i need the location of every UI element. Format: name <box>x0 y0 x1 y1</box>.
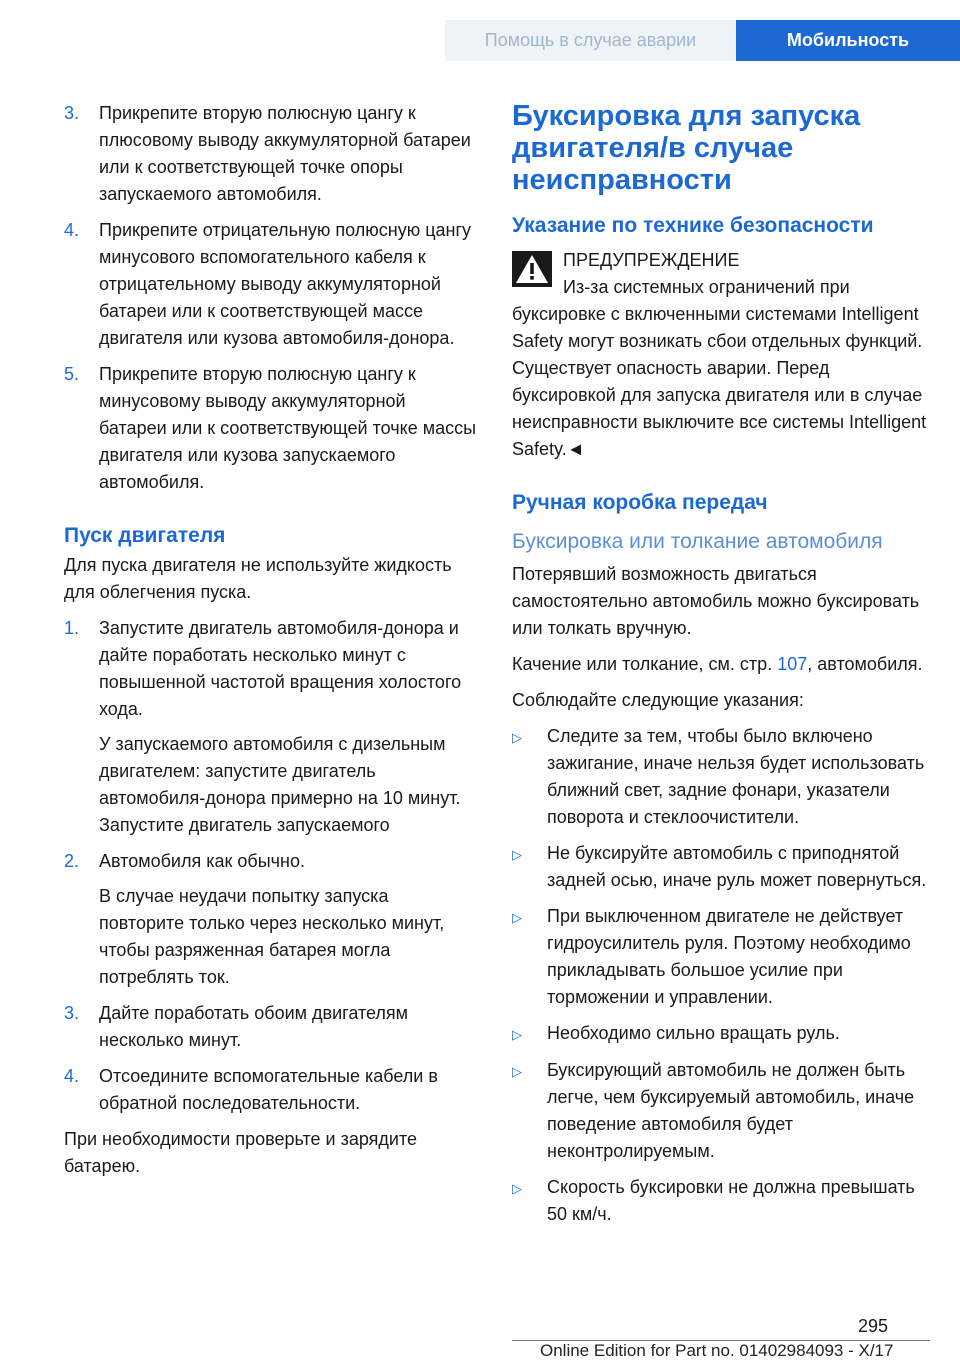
step-text: Отсоедините вспомогательные кабели в обратной последовательности. <box>99 1066 438 1113</box>
left-column <box>64 100 478 1189</box>
step-text: Прикрепите вторую полюсную цангу к плюсовому выводу аккумуляторной батареи или к соответствующей точке опоры запускаемого автомобиля. <box>99 103 471 204</box>
page-link[interactable]: 107 <box>777 654 808 674</box>
list-item <box>512 723 930 831</box>
step-number: 3. <box>64 1003 80 1023</box>
warning-label: ПРЕДУПРЕЖДЕНИЕ <box>563 250 740 270</box>
edition-text: Online Edition for Part no. 01402984093 - X/17 <box>540 1341 894 1360</box>
towing-title: Буксировка для запуска двигателя/в случае неисправности <box>512 100 861 196</box>
step-extra: У запускаемого автомобиля с дизельным двигателем: запустите двигатель автомобиля-донора примерно на 10 минут. Запустите двигатель запускаемого <box>99 734 461 835</box>
bullet-text: Не буксируйте автомобиль с приподнятой задней осью, иначе руль может повернуться. <box>547 843 927 890</box>
bullet-text: При выключенном двигателе не действует гидроусилитель руля. Поэтому необходимо прикладывать большое усилие при торможении и управлении. <box>547 906 911 1007</box>
step-number: 3. <box>64 103 80 123</box>
step-text: Прикрепите вторую полюсную цангу к минусовому выводу аккумуляторной батареи или к соответствующей точке массы двигателя или кузова запускаемого автомобиля. <box>99 364 477 492</box>
warning-text: Из-за системных ограничений при буксировке с включенными системами Intelligent Safety могут возникать сбои отдельных функций. Существует опасность аварии. Перед буксировкой для запуска двигателя или в случае неисправности выключите все системы Intelligent Safety.◄ <box>512 277 927 459</box>
step-number: 4. <box>64 220 80 240</box>
step-text: Запустите двигатель автомобиля-донора и дайте поработать несколько минут с повышенной частотой вращения холостого хода. <box>99 618 462 719</box>
list-item <box>64 615 478 839</box>
cross-reference: Качение или толкание, см. стр. 107, автомобиля. <box>512 654 923 674</box>
section-tab[interactable]: Помощь в случае аварии <box>445 20 736 61</box>
list-item <box>512 1020 930 1048</box>
bullet-text: Буксирующий автомобиль не должен быть легче, чем буксируемый автомобиль, иначе поведение автомобиля будет неконтролируемым. <box>547 1060 915 1161</box>
step-extra: В случае неудачи попытку запуска повторите только через несколько минут, чтобы разряженная батарея могла потреблять ток. <box>99 886 445 987</box>
bullet-arrow-icon: ▷ <box>512 847 522 862</box>
chapter-tab[interactable]: Мобильность <box>736 20 960 61</box>
list-item <box>64 217 478 352</box>
step-number: 4. <box>64 1066 80 1086</box>
step-number: 1. <box>64 618 80 638</box>
tow-paragraph: Потерявший возможность двигаться самостоятельно автомобиль можно буксировать или толкать вручную. <box>512 564 920 638</box>
list-item <box>64 1000 478 1054</box>
manual-gearbox-heading: Ручная коробка передач <box>512 491 768 514</box>
list-item <box>512 1057 930 1165</box>
step-text: Автомобиля как обычно. <box>99 851 305 871</box>
bullet-arrow-icon: ▷ <box>512 730 522 745</box>
step-text: Дайте поработать обоим двигателям несколько минут. <box>99 1003 409 1050</box>
list-item <box>512 840 930 894</box>
warning-triangle-icon <box>512 251 552 287</box>
bullet-text: Следите за тем, чтобы было включено зажигание, иначе нельзя будет использовать ближний свет, задние фонари, указатели поворота и стеклоочистители. <box>547 726 925 827</box>
tow-push-heading: Буксировка или толкание автомобиля <box>512 530 883 553</box>
step-number: 5. <box>64 364 80 384</box>
list-item <box>64 848 478 991</box>
list-item <box>64 1063 478 1117</box>
safety-heading: Указание по технике безопасности <box>512 214 874 237</box>
bullet-arrow-icon: ▷ <box>512 1181 522 1196</box>
list-item <box>64 361 478 496</box>
warning-box <box>512 247 930 463</box>
right-column <box>512 100 930 1237</box>
bullet-text: Скорость буксировки не должна превышать 50 км/ч. <box>547 1177 915 1224</box>
list-item <box>512 903 930 1011</box>
instructions-intro: Соблюдайте следующие указания: <box>512 690 804 710</box>
engine-start-heading: Пуск двигателя <box>64 524 226 547</box>
step-text: Прикрепите отрицательную полюсную цангу минусового вспомогательного кабеля к отрицательному выводу аккумуляторной батареи или к соответствующей массе двигателя или кузова автомобиля-донора. <box>99 220 472 348</box>
engine-start-intro: Для пуска двигателя не используйте жидкость для облегчения пуска. <box>64 555 452 602</box>
page-header <box>0 20 960 61</box>
bullet-arrow-icon: ▷ <box>512 910 522 925</box>
step-number: 2. <box>64 851 80 871</box>
bullet-arrow-icon: ▷ <box>512 1027 522 1042</box>
list-item <box>512 1174 930 1228</box>
closing-text: При необходимости проверьте и зарядите батарею. <box>64 1129 417 1176</box>
list-item <box>64 100 478 208</box>
bullet-arrow-icon: ▷ <box>512 1064 522 1079</box>
bullet-text: Необходимо сильно вращать руль. <box>547 1023 840 1043</box>
page-number: 295 <box>858 1316 889 1336</box>
